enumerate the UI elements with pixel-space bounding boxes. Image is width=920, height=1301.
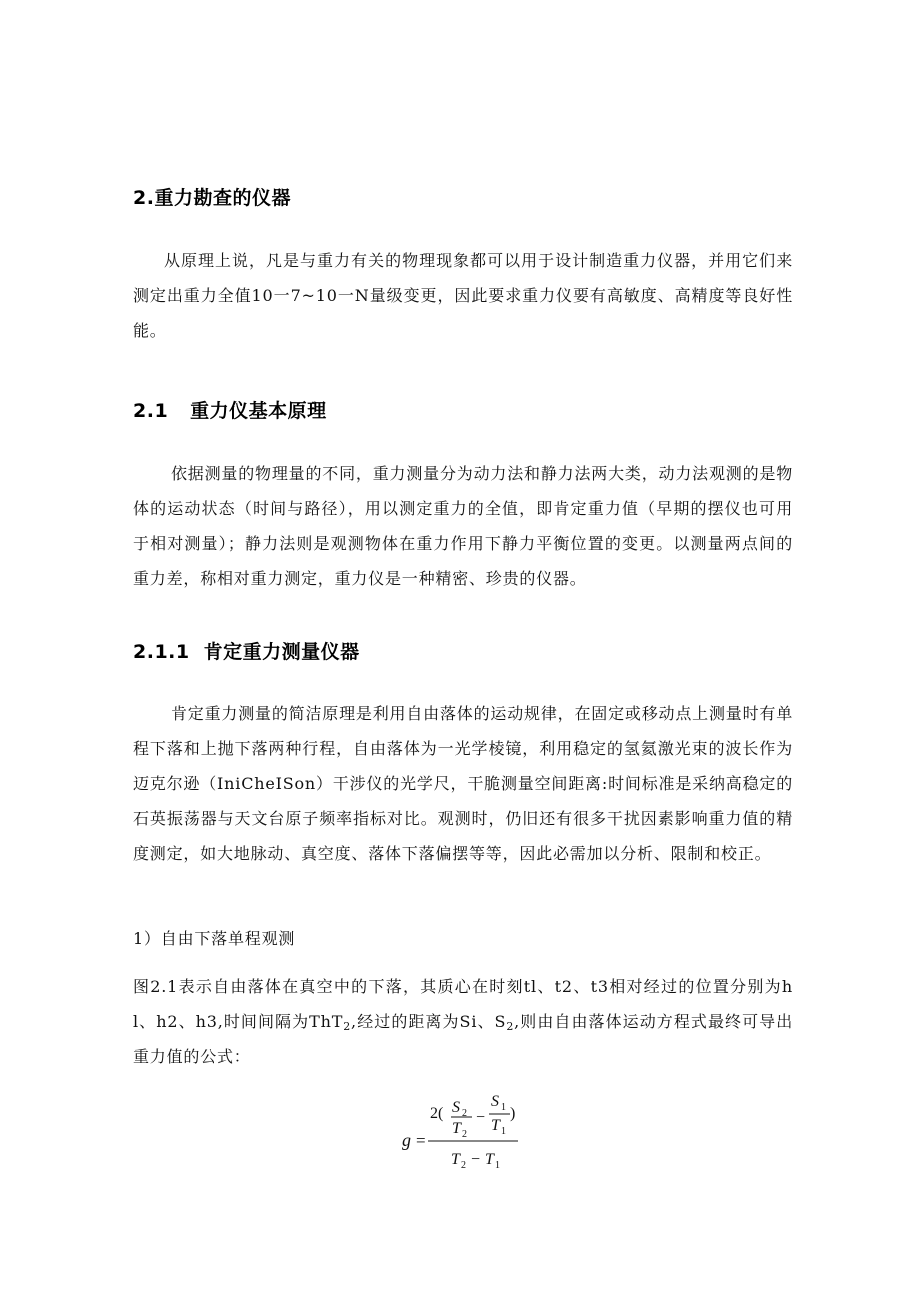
figure-description-paragraph bbox=[133, 969, 793, 1074]
figure-text-part3: ,则由自由落体运动方程式最终可导出重力值的公式： bbox=[133, 1012, 793, 1066]
formula-t1-sub: 1 bbox=[501, 1126, 506, 1137]
formula-t1: T bbox=[491, 1117, 500, 1134]
formula-t2: T bbox=[452, 1120, 461, 1137]
section-2-1-number: 2.1 bbox=[133, 400, 169, 422]
formula-minus: − bbox=[476, 1109, 486, 1126]
section-2-1-paragraph: 依据测量的物理量的不同，重力测量分为动力法和静力法两大类，动力法观测的是物体的运动状态（时间与路径），用以测定重力的全值，即肯定重力值（早期的摆仪也可用于相对测量）；静力法则是观测物体在重力作用下静力平衡位置的变更。以测量两点间的重力差，称相对重力测定，重力仪是一种精密、珍贵的仪器。 bbox=[133, 464, 793, 588]
section-2-1-title: 重力仪基本原理 bbox=[190, 400, 327, 422]
formula-s1: S bbox=[491, 1093, 499, 1110]
section-2-paragraph: 从原理上说，凡是与重力有关的物理现象都可以用于设计制造重力仪器，并用它们来测定出重力全值10一7~10一N量级变更，因此要求重力仪要有高敏度、高精度等良好性能。 bbox=[133, 251, 793, 340]
section-2-heading-text: 2.重力勘查的仪器 bbox=[133, 187, 291, 209]
section-2-1-1-number: 2.1.1 bbox=[133, 641, 190, 663]
section-2-1-1-heading bbox=[133, 637, 360, 664]
formula-den-t2-sub: 2 bbox=[461, 1160, 466, 1171]
formula-t2-sub: 2 bbox=[462, 1129, 467, 1140]
formula-den-t1: T bbox=[485, 1151, 494, 1168]
formula-den-t2: T bbox=[451, 1151, 460, 1168]
section-2-1-1-title: 肯定重力测量仪器 bbox=[203, 641, 360, 663]
formula-den-t1-sub: 1 bbox=[495, 1160, 500, 1171]
figure-text-part1: 图2.1表示自由落体在真空中的下落，其质心在时刻tl、t2、t3相对经过的位置分别为hl、h2、h3,时间间隔为ThT bbox=[133, 977, 793, 1031]
section-2-1-1-paragraph: 肯定重力测量的简洁原理是利用自由落体的运动规律，在固定或移动点上测量时有单程下落和上抛下落两种行程，自由落体为一光学棱镜，利用稳定的氢氦激光束的波长作为迈克尔逊（IniCheISon）干涉仪的光学尺，干脆测量空间距离:时间标准是采纳高稳定的石英振荡器与天文台原子频率指标对比。观测时，仍旧还有很多干扰因素影响重力值的精度测定，如大地脉动、真空度、落体下落偏摆等等，因此必需加以分析、限制和校正。 bbox=[133, 704, 793, 863]
formula-s2: S bbox=[452, 1099, 460, 1116]
formula-g: g bbox=[402, 1130, 411, 1150]
formula-s2-sub: 2 bbox=[462, 1108, 467, 1119]
formula-equals: = bbox=[416, 1131, 426, 1150]
formula-den-minus: − bbox=[471, 1151, 481, 1168]
figure-text-sub2: 2 bbox=[506, 1020, 515, 1033]
figure-text-sub1: 2 bbox=[343, 1020, 352, 1033]
section-2-heading bbox=[133, 183, 291, 210]
gravity-formula bbox=[400, 1088, 530, 1178]
formula-coef: 2( bbox=[430, 1105, 444, 1122]
section-2-1-heading bbox=[133, 396, 327, 423]
list-item-free-fall: 1）自由下落单程观测 bbox=[133, 929, 296, 948]
formula-s1-sub: 1 bbox=[501, 1102, 506, 1113]
figure-text-part2: ,经过的距离为Si、S bbox=[351, 1012, 507, 1031]
formula-close: ) bbox=[510, 1105, 516, 1122]
